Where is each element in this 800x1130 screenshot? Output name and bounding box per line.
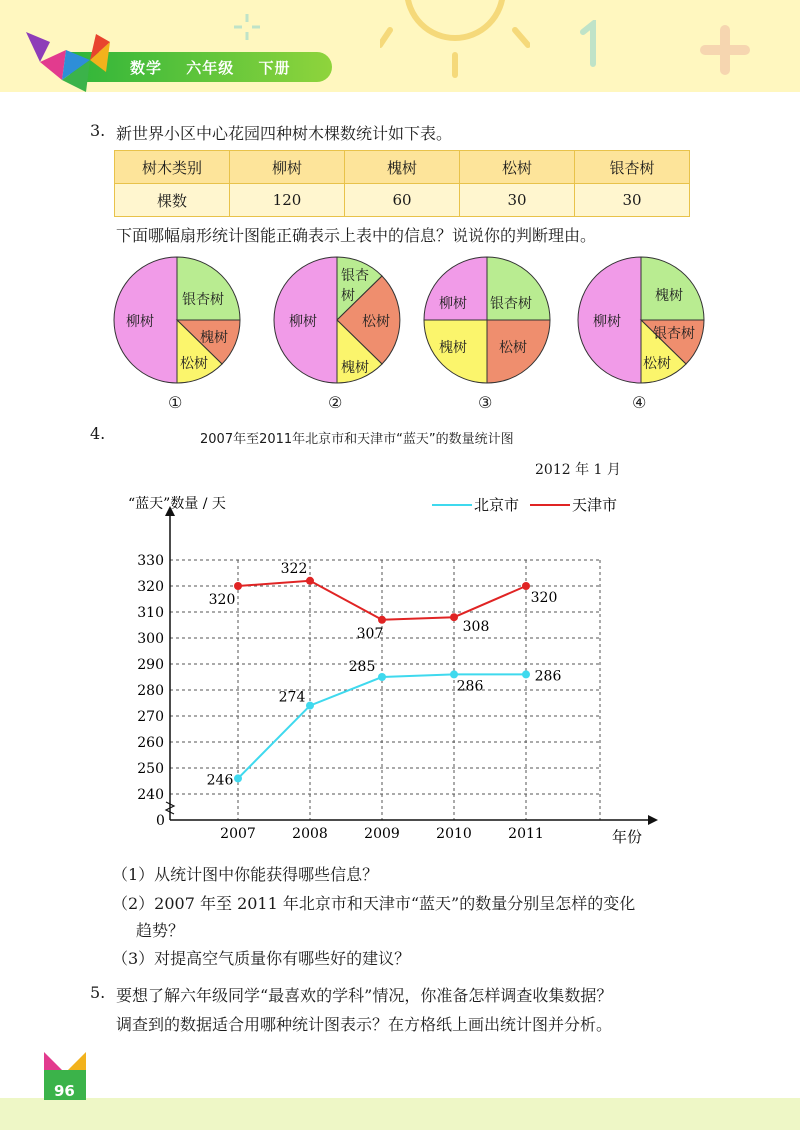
bottom-decor-band <box>0 1098 800 1130</box>
table-cell: 松树 <box>460 151 575 184</box>
table-cell: 棵数 <box>115 184 230 217</box>
data-label: 285 <box>348 659 376 675</box>
data-point <box>522 582 530 590</box>
pie-number-label: ③ <box>478 393 493 412</box>
chart-date: 2012 年 1 月 <box>535 462 621 478</box>
digit-one-decoration-icon <box>575 20 605 70</box>
table-cell: 60 <box>345 184 460 217</box>
y-tick-label: 330 <box>137 553 164 569</box>
pie-charts <box>100 252 720 422</box>
tree-count-table <box>114 150 690 217</box>
table-cell: 树木类别 <box>115 151 230 184</box>
plus-decoration-icon <box>700 25 750 75</box>
data-point <box>306 577 314 585</box>
pie-label: 银杏树 <box>182 292 224 308</box>
pie-4 <box>578 257 704 412</box>
sub-question-2-continued: 趋势？ <box>136 921 185 940</box>
chart-series <box>207 561 562 789</box>
sparkle-decoration-icon <box>232 12 262 42</box>
pie-2 <box>274 257 400 412</box>
x-tick-label: 2007 <box>220 826 256 842</box>
page-number: 96 <box>54 1082 75 1100</box>
q5-number: 5. <box>90 983 106 1002</box>
header-subject: 数学 <box>130 59 163 77</box>
y-tick-label: 320 <box>137 579 164 595</box>
q5-line-2: 调查到的数据适合用哪种统计图表示？在方格纸上画出统计图并分析。 <box>116 1015 613 1034</box>
pie-label: 银杏树 <box>490 296 532 312</box>
table-cell: 120 <box>230 184 345 217</box>
sub-question-2: （2）2007 年至 2011 年北京市和天津市“蓝天”的数量分别呈怎样的变化 <box>112 894 636 913</box>
q3-text: 新世界小区中心花园四种树木棵数统计如下表。 <box>116 124 453 143</box>
pie-label: 松树 <box>643 356 671 372</box>
y-tick-label: 270 <box>137 709 164 725</box>
x-tick-label: 2008 <box>292 826 328 842</box>
chart-title: 2007年至2011年北京市和天津市“蓝天”的数量统计图 <box>200 432 514 447</box>
y-axis-label: “蓝天”数量 / 天 <box>128 496 226 512</box>
pie-number-label: ① <box>168 393 183 412</box>
data-label: 308 <box>462 619 490 636</box>
data-point <box>306 702 314 710</box>
pie-label: 槐树 <box>439 340 467 356</box>
pie-label: 槐树 <box>341 360 369 376</box>
data-label: 307 <box>356 625 384 642</box>
pie-label: 柳树 <box>439 296 467 312</box>
header-grade: 六年级 <box>186 59 235 77</box>
y-tick-label: 250 <box>137 761 164 777</box>
y-tick-label: 240 <box>137 787 164 803</box>
pie-label: 柳树 <box>126 314 154 330</box>
data-point <box>378 673 386 681</box>
data-label: 286 <box>534 668 562 685</box>
y-tick-label: 260 <box>137 735 164 751</box>
y-tick-label: 280 <box>137 683 164 699</box>
legend-label: 天津市 <box>572 496 618 514</box>
table-header-row <box>115 151 690 184</box>
pie-1 <box>114 257 240 412</box>
y-zero-label: 0 <box>156 813 165 829</box>
table-cell: 柳树 <box>230 151 345 184</box>
pie-number-label: ② <box>328 393 343 412</box>
table-cell: 槐树 <box>345 151 460 184</box>
x-axis-arrow-icon <box>648 815 658 825</box>
x-tick-label: 2011 <box>508 826 544 842</box>
pie-label: 银杏 <box>341 268 369 284</box>
pie-slice <box>177 257 240 320</box>
tangram-logo-icon <box>26 22 116 94</box>
legend-label: 北京市 <box>474 496 520 514</box>
data-label: 320 <box>530 590 558 606</box>
data-label: 274 <box>278 689 306 706</box>
pie-label: 松树 <box>362 314 390 330</box>
table-cell: 30 <box>460 184 575 217</box>
data-point <box>522 670 530 678</box>
data-label: 320 <box>208 592 236 608</box>
y-tick-label: 300 <box>137 631 164 647</box>
pie-number-label: ④ <box>632 393 647 412</box>
x-tick-label: 2009 <box>364 826 400 842</box>
q3-number: 3. <box>90 121 106 140</box>
data-label: 246 <box>206 772 234 789</box>
header-volume: 下册 <box>258 59 291 77</box>
data-label: 322 <box>280 560 308 577</box>
sun-decoration-icon <box>380 0 530 80</box>
table-row <box>115 184 690 217</box>
sub-question-1: （1）从统计图中你能获得哪些信息？ <box>112 865 379 884</box>
pie-label: 树 <box>341 288 355 304</box>
table-cell: 银杏树 <box>575 151 690 184</box>
q5-line-1: 要想了解六年级同学“最喜欢的学科”情况，你准备怎样调查收集数据？ <box>116 986 613 1005</box>
data-point <box>234 582 242 590</box>
y-tick-label: 290 <box>137 657 164 673</box>
y-tick-label: 310 <box>137 605 164 621</box>
pie-label: 柳树 <box>289 314 317 330</box>
data-point <box>450 613 458 621</box>
pie-label: 柳树 <box>593 314 621 330</box>
axis-break-icon <box>166 802 174 814</box>
pie-3 <box>424 257 550 412</box>
data-point <box>450 670 458 678</box>
line-chart <box>100 480 680 850</box>
data-point <box>378 616 386 624</box>
pie-label: 槐树 <box>655 288 683 304</box>
q4-number: 4. <box>90 424 106 443</box>
x-tick-label: 2010 <box>436 826 472 842</box>
header-title <box>130 57 309 78</box>
data-label: 286 <box>456 678 484 695</box>
q3-question: 下面哪幅扇形统计图能正确表示上表中的信息？说说你的判断理由。 <box>116 226 597 245</box>
table-cell: 30 <box>575 184 690 217</box>
pie-label: 银杏树 <box>653 326 695 342</box>
sub-question-3: （3）对提高空气质量你有哪些好的建议？ <box>112 949 411 968</box>
data-point <box>234 774 242 782</box>
pie-label: 松树 <box>180 356 208 372</box>
x-axis-label: 年份 <box>612 828 643 846</box>
pie-label: 松树 <box>499 340 527 356</box>
pie-label: 槐树 <box>200 330 228 346</box>
